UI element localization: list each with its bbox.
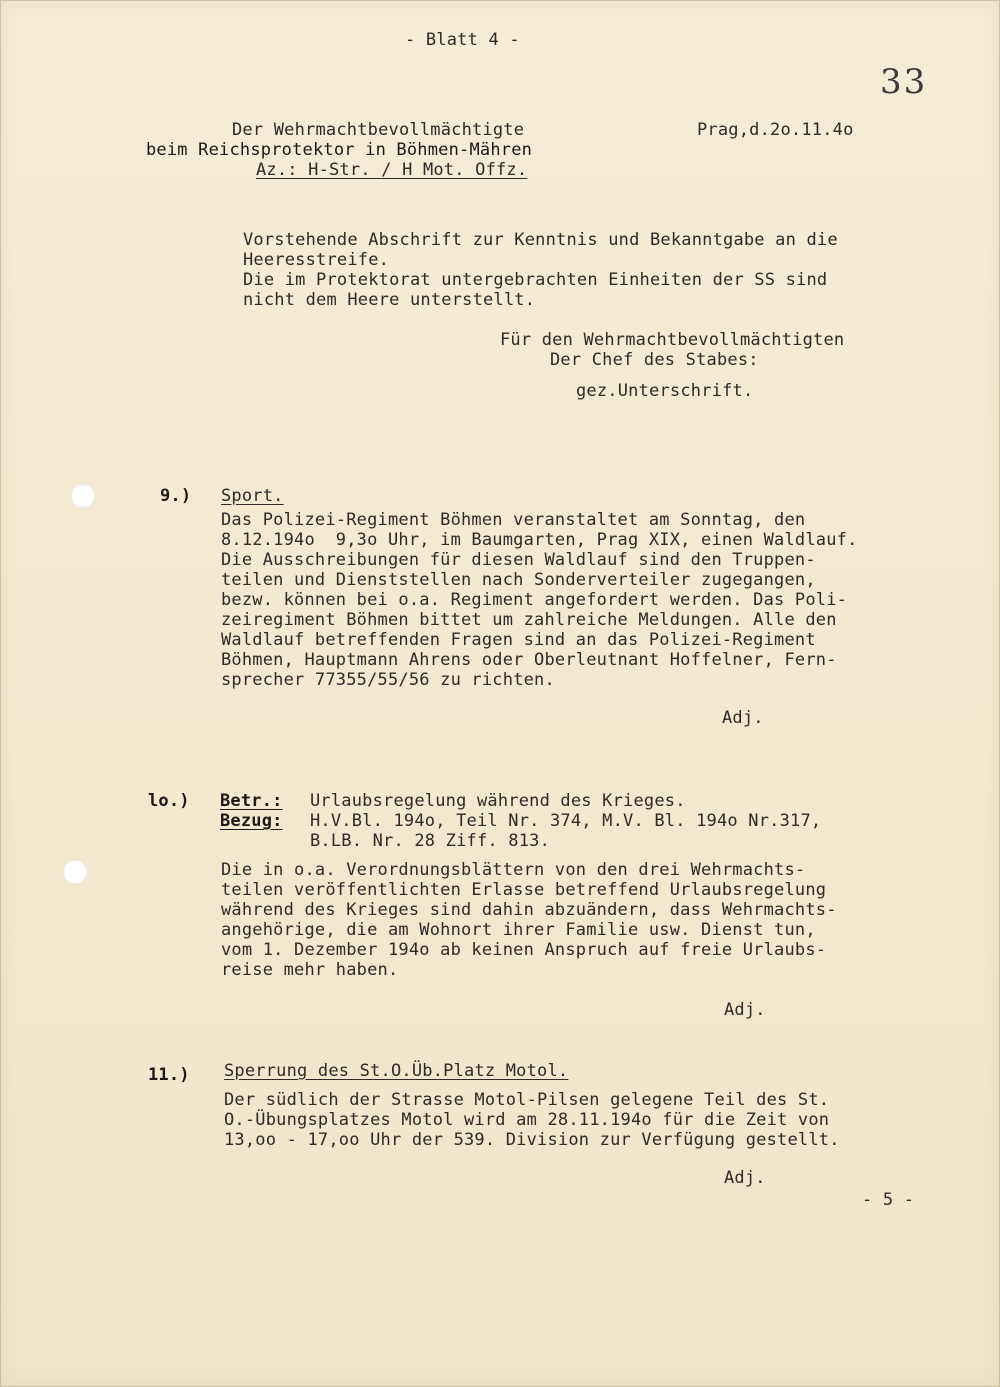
section-9-line: Die Ausschreibungen für diesen Waldlauf sind den Truppen-	[221, 550, 816, 570]
section-9-title: Sport.	[221, 486, 284, 506]
page-number-stamp: 33	[880, 62, 928, 102]
section-11-line: 13,oo - 17,oo Uhr der 539. Division zur Verfügung gestellt.	[224, 1130, 840, 1150]
letterhead-line1: Der Wehrmachtbevollmächtigte	[232, 120, 525, 140]
section-9-line: Das Polizei-Regiment Böhmen veranstaltet am Sonntag, den	[221, 510, 806, 530]
intro-line-2: Heeresstreife.	[243, 250, 390, 270]
section-10-line: Die in o.a. Verordnungsblättern von den drei Wehrmachts-	[221, 860, 806, 880]
intro-line-1: Vorstehende Abschrift zur Kenntnis und Bekanntgabe an die	[243, 230, 838, 250]
section-9-sign: Adj.	[722, 708, 764, 728]
section-9-line: bezw. können bei o.a. Regiment angefordert werden. Das Poli-	[221, 590, 848, 610]
section-10-sign: Adj.	[724, 1000, 766, 1020]
section-9-line: Böhmen, Hauptmann Ahrens oder Oberleutnant Hoffelner, Fern-	[221, 650, 837, 670]
section-11-line: Der südlich der Strasse Motol-Pilsen gelegene Teil des St.	[224, 1090, 830, 1110]
punch-hole-top	[71, 484, 95, 508]
section-11-title: Sperrung des St.O.Üb.Platz Motol.	[224, 1061, 569, 1081]
intro-line-3: Die im Protektorat untergebrachten Einheiten der SS sind	[243, 270, 828, 290]
section-9-line: Waldlauf betreffenden Fragen sind an das Polizei-Regiment	[221, 630, 816, 650]
section-10-bezug-line1: H.V.Bl. 194o, Teil Nr. 374, M.V. Bl. 194o Nr.317,	[310, 811, 822, 831]
signature-line-1: Für den Wehrmachtbevollmächtigten	[500, 330, 845, 350]
section-10-number: lo.)	[148, 791, 190, 811]
section-10-betr-label: Betr.:	[220, 791, 283, 811]
section-11-sign: Adj.	[724, 1168, 766, 1188]
punch-hole-bottom	[63, 860, 87, 884]
reference-line: Az.: H-Str. / H Mot. Offz.	[256, 160, 528, 180]
section-10-line: teilen veröffentlichten Erlasse betreffend Urlaubsregelung	[221, 880, 827, 900]
section-9-line: teilen und Dienststellen nach Sonderverteiler zugegangen,	[221, 570, 816, 590]
section-10-line: während des Krieges sind dahin abzuändern, dass Wehrmachts-	[221, 900, 837, 920]
section-9-line: 8.12.194o 9,3o Uhr, im Baumgarten, Prag XIX, einen Waldlauf.	[221, 530, 858, 550]
section-11-line: O.-Übungsplatzes Motol wird am 28.11.194o für die Zeit von	[224, 1110, 830, 1130]
next-page-marker: - 5 -	[862, 1190, 915, 1210]
signature-line-2: Der Chef des Stabes:	[550, 350, 759, 370]
section-11-number: 11.)	[148, 1065, 190, 1085]
section-10-line: angehörige, die am Wohnort ihrer Familie usw. Dienst tun,	[221, 920, 816, 940]
letterhead-line2: beim Reichsprotektor in Böhmen-Mähren	[146, 140, 533, 160]
section-9-line: zeiregiment Böhmen bittet um zahlreiche Meldungen. Alle den	[221, 610, 837, 630]
section-10-line: vom 1. Dezember 194o ab keinen Anspruch auf freie Urlaubs-	[221, 940, 827, 960]
section-10-line: reise mehr haben.	[221, 960, 399, 980]
section-9-number: 9.)	[160, 486, 192, 506]
section-9-line: sprecher 77355/55/56 zu richten.	[221, 670, 555, 690]
place-date: Prag,d.2o.11.4o	[697, 120, 854, 140]
intro-line-4: nicht dem Heere unterstellt.	[243, 290, 536, 310]
section-10-betr-text: Urlaubsregelung während des Krieges.	[310, 791, 686, 811]
sheet-number: - Blatt 4 -	[405, 30, 520, 50]
signature-line-3: gez.Unterschrift.	[576, 381, 754, 401]
section-10-bezug-label: Bezug:	[220, 811, 283, 831]
section-10-bezug-line2: B.LB. Nr. 28 Ziff. 813.	[310, 831, 551, 851]
